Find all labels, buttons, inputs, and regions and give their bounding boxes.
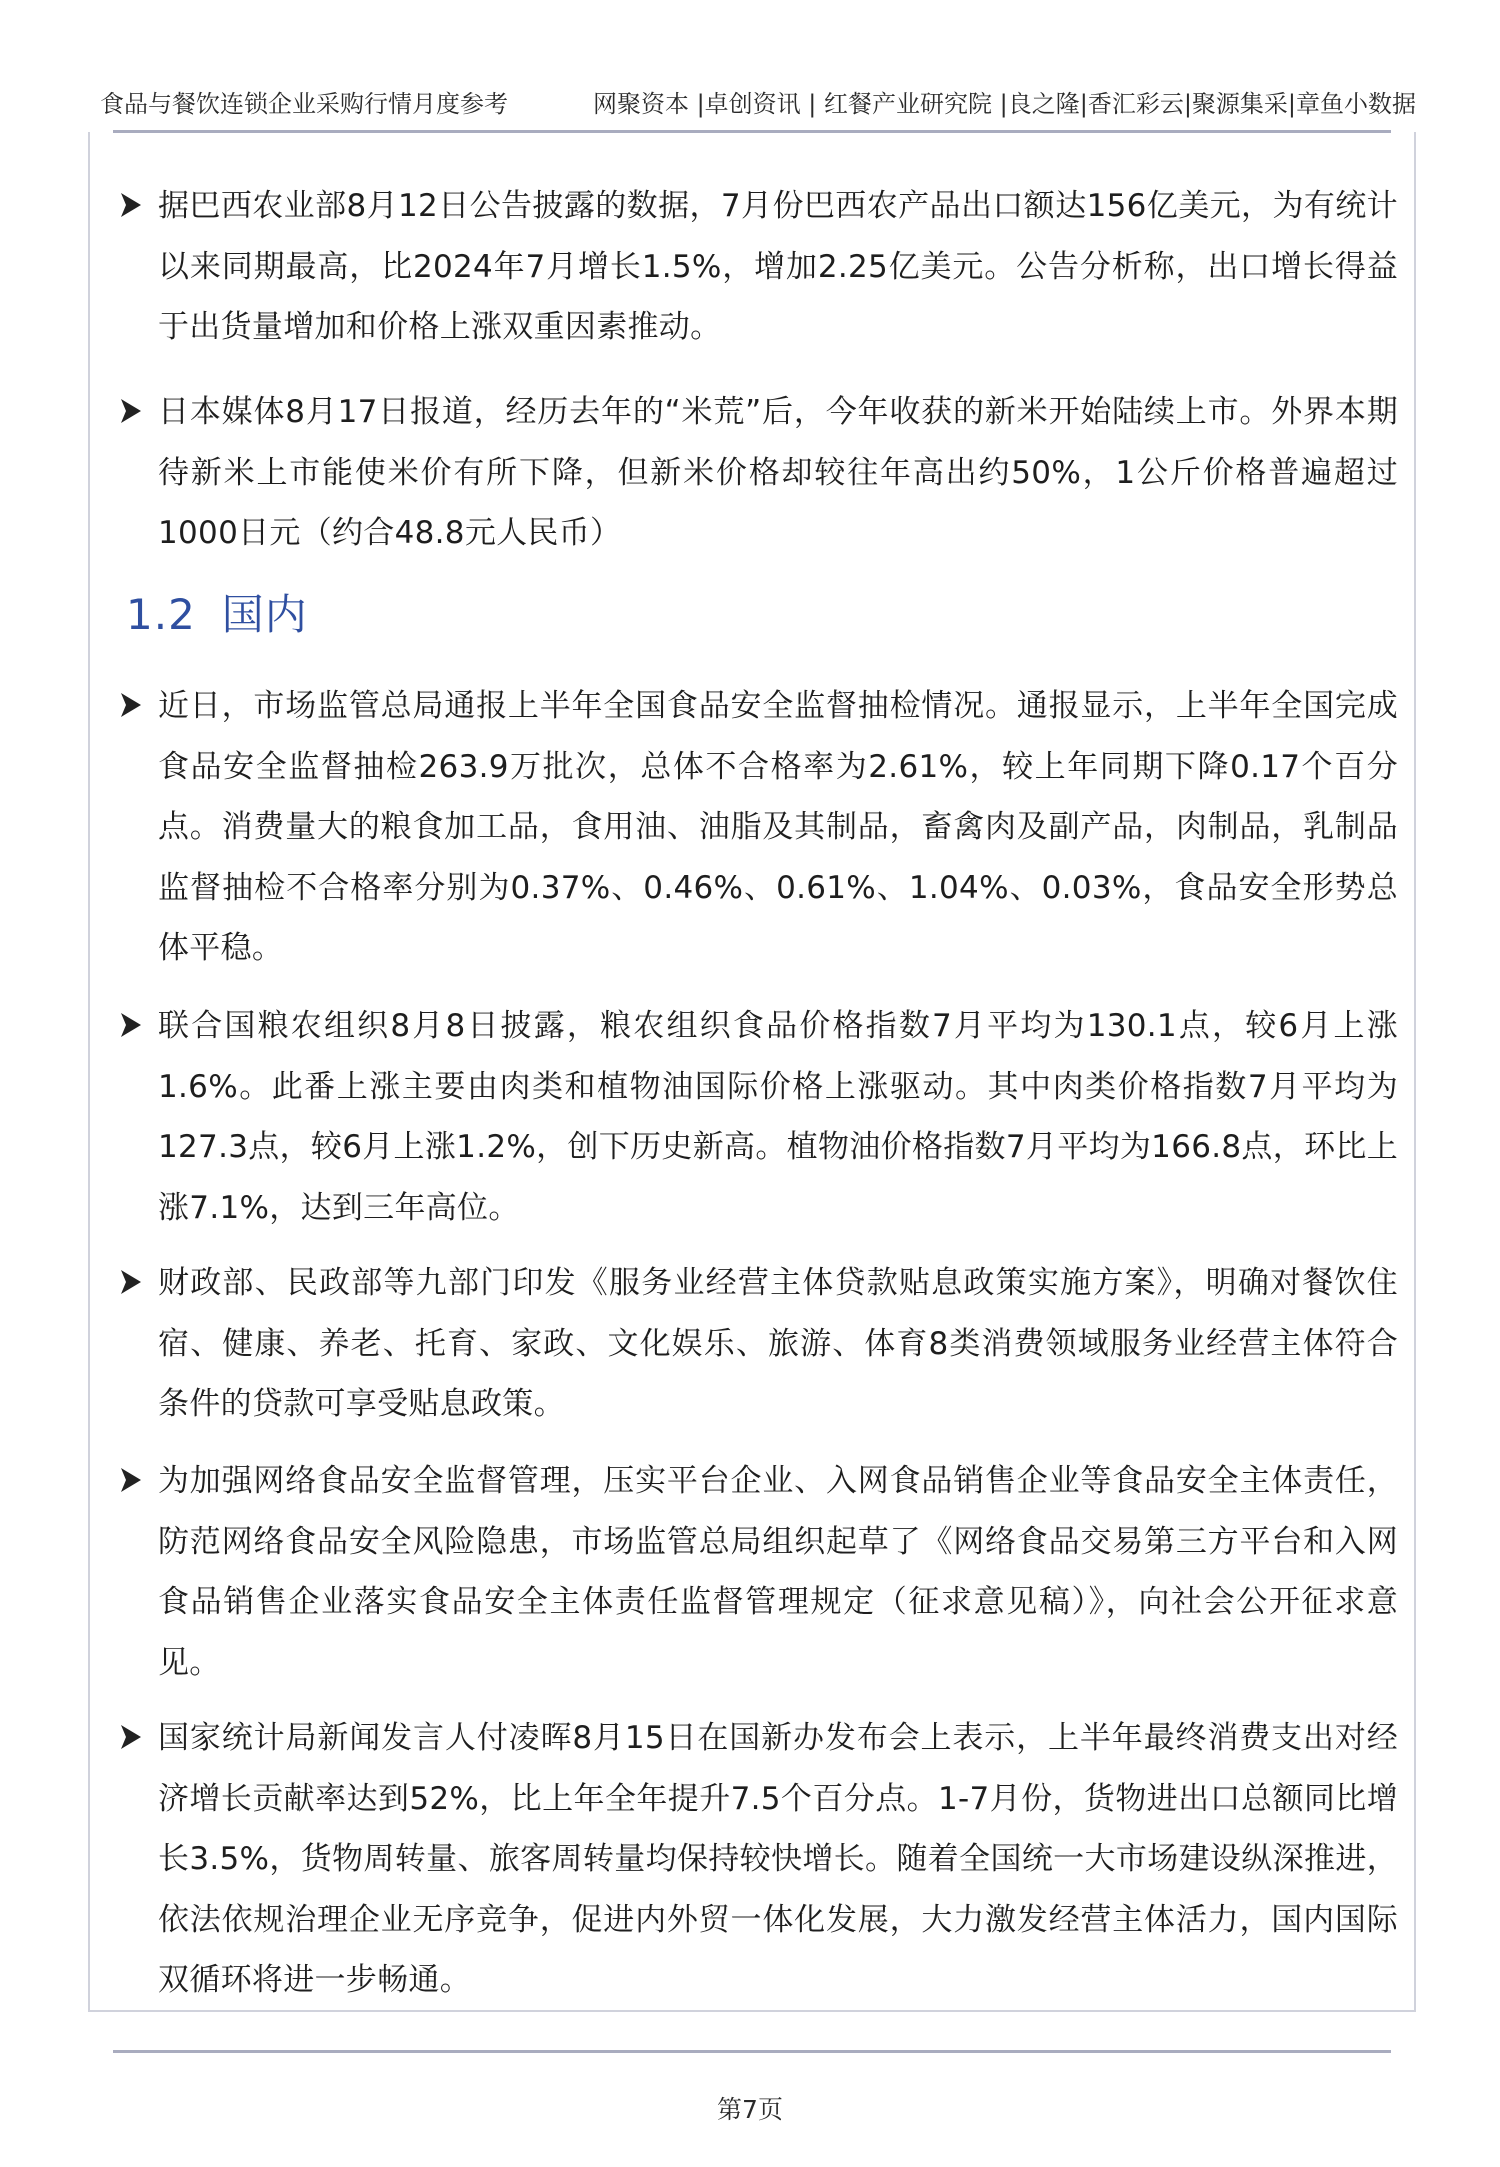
news-item-brazil-exports xyxy=(118,176,1398,358)
page-header xyxy=(100,84,1416,124)
news-item-text: 联合国粮农组织8月8日披露，粮农组织食品价格指数7月平均为130.1点，较6月上涨1.6%。此番上涨主要由肉类和植物油国际价格上涨驱动。其中肉类价格指数7月平均为127.3点，较6月上涨1.2%，创下历史新高。植物油价格指数7月平均为166.8点，环比上涨7.1%，达到三年高位。 xyxy=(158,1008,1398,1226)
arrow-bullet-icon xyxy=(118,690,144,720)
report-title: 食品与餐饮连锁企业采购行情月度参考 xyxy=(100,90,508,118)
section-number: 1.2 xyxy=(126,590,196,639)
section-heading-domestic xyxy=(126,582,308,642)
news-item-consumption-statistics xyxy=(118,1708,1398,2011)
report-sources: 网聚资本 |卓创资讯 | 红餐产业研究院 |良之隆|香汇彩云|聚源集采|章鱼小数据 xyxy=(592,90,1416,118)
page-number: 第7页 xyxy=(717,2095,783,2124)
news-item-text: 近日，市场监管总局通报上半年全国食品安全监督抽检情况。通报显示，上半年全国完成食品安全监督抽检263.9万批次，总体不合格率为2.61%，较上年同期下降0.17个百分点。消费量大的粮食加工品，食用油、油脂及其制品，畜禽肉及副产品，肉制品，乳制品监督抽检不合格率分别为0.37%、0.46%、0.61%、1.04%、0.03%，食品安全形势总体平稳。 xyxy=(158,688,1398,966)
arrow-bullet-icon xyxy=(118,1465,144,1495)
news-item-text: 为加强网络食品安全监督管理，压实平台企业、入网食品销售企业等食品安全主体责任，防范网络食品安全风险隐患，市场监管总局组织起草了《网络食品交易第三方平台和入网食品销售企业落实食品安全主体责任监督管理规定（征求意见稿）》，向社会公开征求意见。 xyxy=(158,1463,1398,1681)
arrow-bullet-icon xyxy=(118,1267,144,1297)
news-item-fao-price-index xyxy=(118,996,1398,1238)
news-item-text: 财政部、民政部等九部门印发《服务业经营主体贷款贴息政策实施方案》，明确对餐饮住宿、健康、养老、托育、家政、文化娱乐、旅游、体育8类消费领域服务业经营主体符合条件的贷款可享受贴息政策。 xyxy=(158,1265,1398,1422)
news-item-food-safety-inspection xyxy=(118,676,1398,979)
footer-divider xyxy=(113,2050,1391,2053)
arrow-bullet-icon xyxy=(118,1722,144,1752)
arrow-bullet-icon xyxy=(118,396,144,426)
news-item-text: 据巴西农业部8月12日公告披露的数据，7月份巴西农产品出口额达156亿美元，为有统计以来同期最高，比2024年7月增长1.5%，增加2.25亿美元。公告分析称，出口增长得益于出货量增加和价格上涨双重因素推动。 xyxy=(158,188,1398,345)
news-item-text: 国家统计局新闻发言人付凌晖8月15日在国新办发布会上表示，上半年最终消费支出对经济增长贡献率达到52%，比上年全年提升7.5个百分点。1-7月份，货物进出口总额同比增长3.5%，货物周转量、旅客周转量均保持较快增长。随着全国统一大市场建设纵深推进，依法依规治理企业无序竞争，促进内外贸一体化发展，大力激发经营主体活力，国内国际双循环将进一步畅通。 xyxy=(158,1720,1398,1998)
arrow-bullet-icon xyxy=(118,1010,144,1040)
news-item-japan-rice xyxy=(118,382,1398,564)
news-item-text: 日本媒体8月17日报道，经历去年的“米荒”后，今年收获的新米开始陆续上市。外界本期待新米上市能使米价有所下降，但新米价格却较往年高出约50%，1公斤价格普遍超过1000日元（约合48.8元人民币） xyxy=(158,394,1398,551)
arrow-bullet-icon xyxy=(118,190,144,220)
news-item-online-food-regulation xyxy=(118,1451,1398,1693)
section-title: 国内 xyxy=(221,590,308,639)
news-item-loan-subsidy-policy xyxy=(118,1253,1398,1435)
